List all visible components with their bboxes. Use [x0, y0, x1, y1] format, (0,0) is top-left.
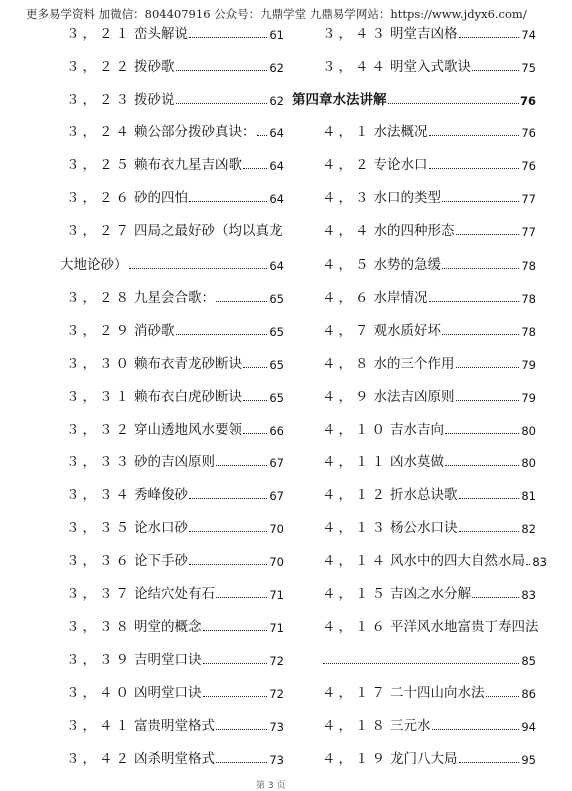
entry-page-number: 65 — [269, 325, 284, 339]
entry-number: ４，１１ — [322, 454, 388, 470]
leader-dots — [176, 69, 268, 71]
toc-entry — [66, 350, 284, 372]
leader-dots — [216, 596, 267, 598]
entry-page-number: 64 — [269, 126, 284, 140]
leader-dots — [176, 102, 268, 104]
leader-dots — [189, 36, 267, 38]
entry-number: ３，３４ — [66, 487, 132, 503]
toc-entry — [66, 481, 284, 503]
entry-page-number: 81 — [521, 489, 536, 503]
entry-number: ３，２６ — [66, 190, 132, 206]
entry-page-number: 64 — [269, 259, 284, 273]
toc-entry — [322, 481, 536, 503]
entry-page-number: 82 — [521, 522, 536, 536]
toc-entry — [66, 118, 284, 140]
entry-title: 明堂的概念 — [134, 619, 202, 635]
entry-number: ３，２２ — [66, 59, 132, 75]
entry-page-number: 76 — [521, 159, 536, 173]
entry-number: ３，２５ — [66, 157, 132, 173]
leader-dots — [442, 267, 519, 269]
toc-entry — [66, 383, 284, 405]
toc-entry — [322, 646, 536, 668]
toc-entry — [322, 53, 536, 75]
toc-entry — [322, 745, 536, 767]
entry-number: ３，３３ — [66, 454, 132, 470]
entry-title: 水的四种形态 — [373, 223, 455, 239]
entry-number: ４，３ — [322, 190, 372, 206]
leader-dots — [129, 267, 268, 269]
entry-page-number: 76 — [521, 126, 536, 140]
toc-entry — [322, 383, 536, 405]
entry-title: 风水中的四大自然水局 — [390, 553, 525, 569]
entry-title: 峦头解说 — [134, 26, 188, 42]
entry-number: ３，３２ — [66, 422, 132, 438]
entry-page-number: 70 — [269, 522, 284, 536]
leader-dots — [216, 761, 267, 763]
entry-page-number: 72 — [269, 687, 284, 701]
entry-number: ３，４１ — [66, 718, 132, 734]
leader-dots — [432, 728, 520, 730]
entry-page-number: 67 — [269, 456, 284, 470]
entry-page-number: 62 — [269, 61, 284, 75]
entry-page-number: 64 — [269, 159, 284, 173]
leader-dots — [189, 497, 267, 499]
entry-title: 水岸情况 — [373, 290, 428, 306]
entry-number: ４，４ — [322, 223, 372, 239]
entry-title: 平洋风水地富贵丁寿四法 — [390, 619, 539, 635]
entry-number: ３，３１ — [66, 389, 132, 405]
entry-title: 凶杀明堂格式 — [134, 751, 215, 767]
entry-page-number: 65 — [269, 292, 284, 306]
entry-number: ３，４４ — [322, 59, 388, 75]
entry-page-number: 73 — [269, 720, 284, 734]
entry-title: 大地论砂） — [60, 257, 128, 273]
toc-entry — [322, 712, 536, 734]
entry-title: 吉凶之水分解 — [390, 586, 471, 602]
entry-number: ３，２１ — [66, 26, 132, 42]
entry-number: ４，１８ — [322, 718, 388, 734]
entry-title: 论水口砂 — [134, 520, 188, 536]
entry-number: ４，１４ — [322, 553, 388, 569]
toc-entry — [66, 184, 284, 206]
entry-title: 砂的四怕 — [134, 190, 188, 206]
leader-dots — [203, 695, 268, 697]
leader-dots — [472, 596, 519, 598]
leader-dots — [429, 167, 520, 169]
leader-dots — [456, 233, 520, 235]
leader-dots — [216, 464, 267, 466]
toc-entry — [66, 151, 284, 173]
entry-number: ４，７ — [322, 323, 372, 339]
entry-page-number: 86 — [521, 687, 536, 701]
entry-title: 明堂入式歌诀 — [390, 59, 471, 75]
entry-page-number: 85 — [521, 654, 536, 668]
leader-dots — [243, 366, 267, 368]
entry-number: ３，３６ — [66, 553, 132, 569]
entry-number: ３，４０ — [66, 685, 132, 701]
toc-entry — [66, 284, 284, 306]
leader-dots — [243, 167, 267, 169]
leader-dots — [429, 300, 520, 302]
leader-dots — [189, 200, 267, 202]
toc-entry — [322, 317, 536, 339]
toc-entry — [322, 151, 536, 173]
entry-page-number: 64 — [269, 192, 284, 206]
entry-title: 秀峰俊砂 — [134, 487, 188, 503]
entry-page-number: 95 — [521, 753, 536, 767]
entry-page-number: 78 — [521, 325, 536, 339]
entry-title: 水口的类型 — [373, 190, 441, 206]
toc-entry — [322, 547, 547, 569]
entry-number: ３，３７ — [66, 586, 132, 602]
entry-title: 折水总诀歌 — [390, 487, 458, 503]
entry-number: ４，１０ — [322, 422, 388, 438]
entry-title: 论结穴处有石 — [134, 586, 215, 602]
entry-title: 穿山透地风水要领 — [134, 422, 242, 438]
entry-page-number: 66 — [269, 424, 284, 438]
toc-entry — [322, 679, 536, 701]
toc-entry — [322, 514, 536, 536]
entry-title: 论下手砂 — [134, 553, 188, 569]
entry-page-number: 65 — [269, 391, 284, 405]
toc-entry — [66, 514, 284, 536]
entry-page-number: 74 — [521, 28, 536, 42]
leader-dots — [257, 134, 268, 136]
entry-number: ３，４２ — [66, 751, 132, 767]
leader-dots — [429, 134, 520, 136]
toc-entry — [66, 448, 284, 470]
leader-dots — [456, 399, 520, 401]
entry-number: ３，３５ — [66, 520, 132, 536]
entry-number: ３，２３ — [66, 92, 132, 108]
entry-title: 水势的急缓 — [373, 257, 441, 273]
entry-title: 水法概况 — [373, 124, 428, 140]
entry-number: ４，１ — [322, 124, 372, 140]
leader-dots — [445, 464, 519, 466]
entry-page-number: 79 — [521, 358, 536, 372]
entry-page-number: 79 — [521, 391, 536, 405]
toc-entry — [66, 547, 284, 569]
page-header: 更多易学资料 加微信：804407916 公众号：九鼎学堂 九鼎易学网站：https://www.jdyx6.com/ — [26, 7, 527, 21]
entry-title: 凶水莫做 — [390, 454, 444, 470]
entry-page-number: 80 — [521, 424, 536, 438]
toc-entry — [66, 53, 284, 75]
entry-page-number: 77 — [521, 225, 536, 239]
leader-dots — [388, 102, 519, 104]
entry-number: ４，１２ — [322, 487, 388, 503]
entry-page-number: 83 — [521, 588, 536, 602]
toc-entry — [66, 86, 284, 108]
leader-dots — [526, 563, 530, 565]
entry-page-number: 72 — [269, 654, 284, 668]
entry-title: 二十四山向水法 — [390, 685, 485, 701]
entry-page-number: 71 — [269, 621, 284, 635]
leader-dots — [189, 563, 267, 565]
entry-title: 砂的吉凶原则 — [134, 454, 215, 470]
entry-page-number: 65 — [269, 358, 284, 372]
entry-number: ４，６ — [322, 290, 372, 306]
entry-number: ４，１５ — [322, 586, 388, 602]
entry-title: 赖公部分拨砂真诀： — [134, 124, 256, 140]
entry-title: 赖布衣九星吉凶歌 — [134, 157, 242, 173]
toc-entry — [66, 20, 284, 42]
toc-entry — [322, 184, 536, 206]
leader-dots — [243, 432, 267, 434]
toc-entry — [322, 416, 536, 438]
entry-title: 明堂吉凶格 — [390, 26, 458, 42]
entry-number: ４，２ — [322, 157, 372, 173]
leader-dots — [176, 333, 268, 335]
entry-number: ４，１７ — [322, 685, 388, 701]
toc-entry — [60, 251, 284, 273]
toc-entry — [66, 745, 284, 767]
leader-dots — [216, 300, 267, 302]
entry-title: 四局之最好砂（均以真龙 — [134, 223, 283, 239]
toc-entry — [66, 217, 284, 239]
entry-number: ３，２８ — [66, 290, 132, 306]
entry-title: 龙门八大局 — [390, 751, 458, 767]
toc-entry — [322, 20, 536, 42]
leader-dots — [203, 662, 268, 664]
entry-page-number: 71 — [269, 588, 284, 602]
leader-dots — [459, 530, 520, 532]
toc-entry — [322, 284, 536, 306]
toc-entry — [66, 416, 284, 438]
leader-dots — [216, 728, 267, 730]
entry-page-number: 78 — [521, 292, 536, 306]
entry-page-number: 77 — [521, 192, 536, 206]
entry-title: 赖布衣白虎砂断诀 — [134, 389, 242, 405]
entry-title: 凶明堂口诀 — [134, 685, 202, 701]
entry-title: 观水质好坏 — [373, 323, 441, 339]
toc-entry — [322, 350, 536, 372]
leader-dots — [459, 36, 520, 38]
entry-page-number: 83 — [532, 555, 547, 569]
leader-dots — [323, 662, 519, 664]
entry-title: 吉明堂口诀 — [134, 652, 202, 668]
leader-dots — [442, 333, 519, 335]
entry-title: 赖布衣青龙砂断诀 — [134, 356, 242, 372]
entry-number: ４，１９ — [322, 751, 388, 767]
entry-title: 杨公水口诀 — [390, 520, 458, 536]
entry-number: ４，９ — [322, 389, 372, 405]
toc-entry — [292, 86, 536, 108]
toc-entry — [322, 118, 536, 140]
entry-title: 拨砂歌 — [134, 59, 175, 75]
entry-number: ３，４３ — [322, 26, 388, 42]
toc-entry — [322, 613, 539, 635]
entry-page-number: 94 — [521, 720, 536, 734]
entry-page-number: 75 — [521, 61, 536, 75]
entry-page-number: 78 — [521, 259, 536, 273]
entry-title: 拨砂说 — [134, 92, 175, 108]
entry-number: ４，１３ — [322, 520, 388, 536]
toc-entry — [66, 679, 284, 701]
entry-title: 消砂歌 — [134, 323, 175, 339]
toc-entry — [322, 580, 536, 602]
entry-number: ３，３８ — [66, 619, 132, 635]
leader-dots — [486, 695, 520, 697]
toc-entry — [322, 251, 536, 273]
entry-page-number: 73 — [269, 753, 284, 767]
entry-number: ４，５ — [322, 257, 372, 273]
toc-entry — [66, 646, 284, 668]
entry-number: ４，８ — [322, 356, 372, 372]
entry-title: 第四章水法讲解 — [292, 92, 387, 108]
entry-title: 三元水 — [390, 718, 431, 734]
entry-title: 水法吉凶原则 — [373, 389, 455, 405]
entry-title: 九星会合歌： — [134, 290, 215, 306]
toc-entry — [322, 217, 536, 239]
entry-page-number: 80 — [521, 456, 536, 470]
entry-page-number: 67 — [269, 489, 284, 503]
entry-number: ３，３９ — [66, 652, 132, 668]
leader-dots — [459, 761, 520, 763]
entry-page-number: 62 — [269, 94, 284, 108]
entry-title: 水的三个作用 — [373, 356, 455, 372]
entry-number: ３，３０ — [66, 356, 132, 372]
toc-entry — [322, 448, 536, 470]
toc-entry — [66, 712, 284, 734]
page-footer: 第 3 页 — [256, 781, 286, 791]
leader-dots — [442, 200, 519, 202]
entry-page-number: 70 — [269, 555, 284, 569]
leader-dots — [189, 530, 267, 532]
leader-dots — [203, 629, 268, 631]
entry-page-number: 61 — [269, 28, 284, 42]
leader-dots — [456, 366, 520, 368]
toc-entry — [66, 317, 284, 339]
leader-dots — [445, 432, 519, 434]
leader-dots — [472, 69, 519, 71]
entry-title: 富贵明堂格式 — [134, 718, 215, 734]
entry-number: ４，１６ — [322, 619, 388, 635]
toc-entry — [66, 580, 284, 602]
entry-title: 专论水口 — [373, 157, 428, 173]
entry-page-number: 76 — [519, 94, 536, 108]
entry-number: ３，２７ — [66, 223, 132, 239]
leader-dots — [243, 399, 267, 401]
entry-number: ３，２４ — [66, 124, 132, 140]
entry-title: 吉水吉向 — [390, 422, 444, 438]
toc-entry — [66, 613, 284, 635]
entry-number: ３，２９ — [66, 323, 132, 339]
leader-dots — [459, 497, 520, 499]
